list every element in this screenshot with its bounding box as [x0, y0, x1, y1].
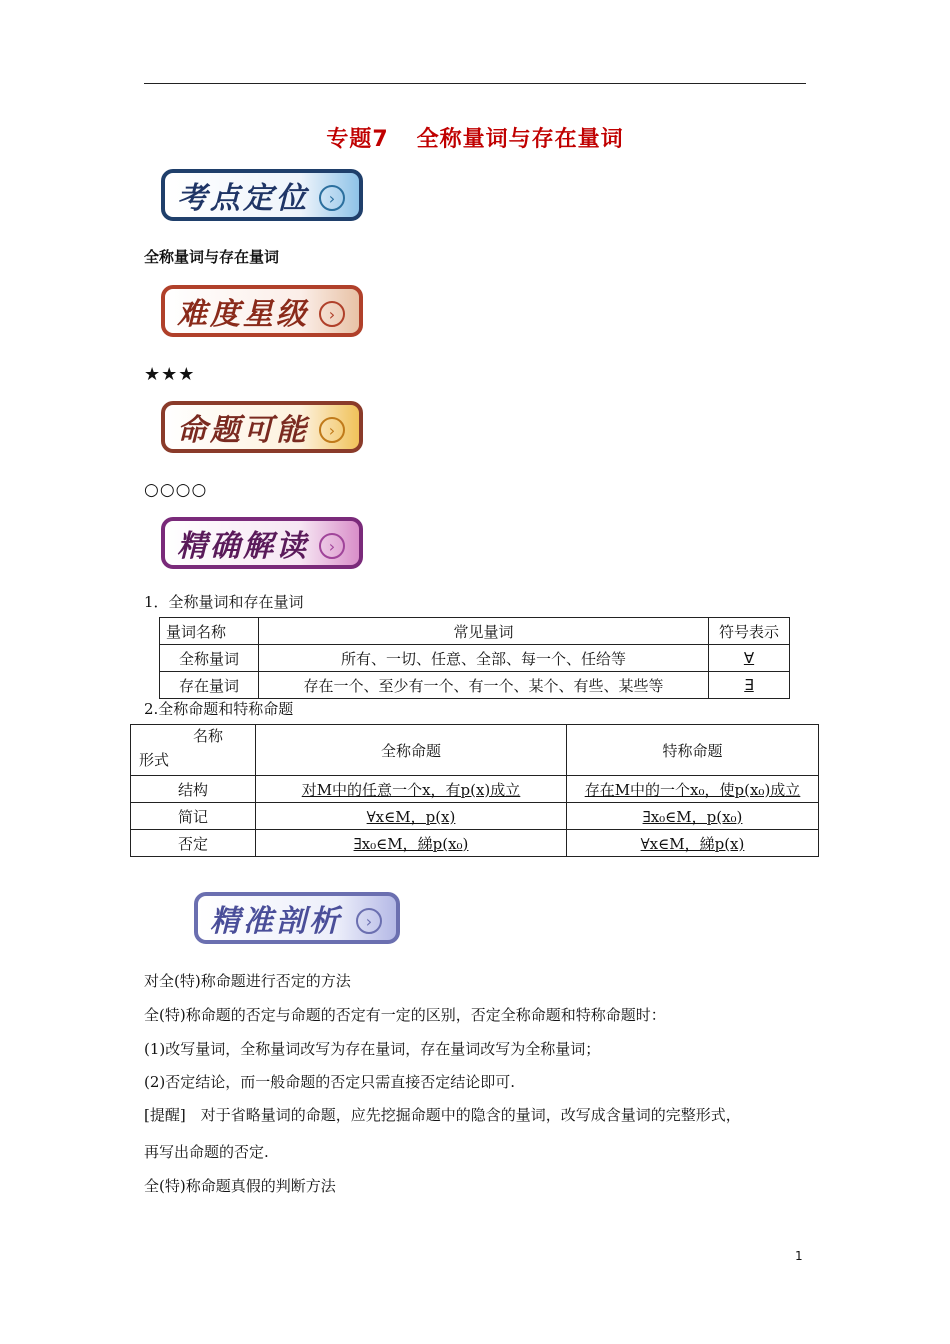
table-cell: 对M中的任意一个x，有p(x)成立	[256, 776, 567, 803]
jingzhun-badge	[194, 892, 400, 944]
nandu-label: 难度星级	[177, 297, 309, 332]
row-label: 结构	[131, 776, 256, 803]
arrow-icon: ›	[319, 301, 345, 327]
body-paragraph: 再写出命题的否定.	[144, 1143, 269, 1161]
table-cell: 全称量词	[160, 645, 259, 672]
arrow-icon: ›	[356, 908, 382, 934]
table-header-row	[160, 618, 790, 645]
table-cell: ∀x∈M，綈p(x)	[567, 830, 819, 857]
table-header: 特称命题	[567, 725, 819, 776]
kaodian-text: 全称量词与存在量词	[144, 248, 280, 266]
jingzhun-label: 精准剖析	[210, 904, 342, 939]
difficulty-stars: ★★★	[144, 364, 196, 385]
corner-top: 名称	[193, 727, 224, 745]
body-paragraph: 对全(特)称命题进行否定的方法	[144, 972, 351, 990]
row-label: 简记	[131, 803, 256, 830]
body-paragraph: 全(特)称命题真假的判断方法	[144, 1177, 336, 1195]
exists-symbol: ∃	[709, 672, 790, 699]
body-paragraph: (1)改写量词，全称量词改写为存在量词，存在量词改写为全称量词；	[144, 1040, 601, 1058]
kaodian-badge	[161, 169, 363, 221]
table-header: 符号表示	[709, 618, 790, 645]
arrow-icon: ›	[319, 533, 345, 559]
section2-title: 2.全称命题和特称命题	[144, 700, 294, 718]
remark-paragraph: [提醒] 对于省略量词的命题，应先挖掘命题中的隐含的量词，改写成含量词的完整形式，	[144, 1106, 741, 1124]
table-header: 量词名称	[160, 618, 259, 645]
body-paragraph: 全(特)称命题的否定与命题的否定有一定的区别，否定全称命题和特称命题时：	[144, 1006, 666, 1024]
corner-bottom: 形式	[139, 751, 170, 769]
page-number: 1	[795, 1249, 803, 1263]
table-row	[160, 645, 790, 672]
page-title	[0, 122, 950, 153]
table-header-row	[131, 725, 819, 776]
mingti-label: 命题可能	[177, 413, 309, 448]
likelihood-circles: ○○○○	[144, 480, 208, 500]
table-header: 全称命题	[256, 725, 567, 776]
forall-symbol: ∀	[709, 645, 790, 672]
table-cell: 存在量词	[160, 672, 259, 699]
corner-cell	[131, 725, 256, 776]
table-row	[131, 803, 819, 830]
title-left: 专题7	[326, 127, 389, 152]
section1-title: 1．全称量词和存在量词	[144, 593, 304, 611]
table-row	[131, 776, 819, 803]
table-cell: 所有、一切、任意、全部、每一个、任给等	[259, 645, 709, 672]
title-right: 全称量词与存在量词	[416, 127, 624, 152]
arrow-icon: ›	[319, 417, 345, 443]
table-cell: ∀x∈M，p(x)	[256, 803, 567, 830]
table-cell: 存在一个、至少有一个、有一个、某个、有些、某些等	[259, 672, 709, 699]
row-label: 否定	[131, 830, 256, 857]
table-cell: 存在M中的一个x₀，使p(x₀)成立	[567, 776, 819, 803]
table-header: 常见量词	[259, 618, 709, 645]
nandu-badge	[161, 285, 363, 337]
mingti-badge	[161, 401, 363, 453]
body-paragraph: (2)否定结论，而一般命题的否定只需直接否定结论即可.	[144, 1073, 516, 1091]
table-row	[131, 830, 819, 857]
table-row	[160, 672, 790, 699]
arrow-icon: ›	[319, 185, 345, 211]
table-cell: ∃x₀∈M，綈p(x₀)	[256, 830, 567, 857]
jingque-label: 精确解读	[177, 529, 309, 564]
header-rule	[144, 83, 806, 84]
kaodian-label: 考点定位	[177, 181, 309, 216]
quantifier-table	[159, 617, 790, 699]
proposition-table	[130, 724, 819, 857]
jingque-badge	[161, 517, 363, 569]
table-cell: ∃x₀∈M，p(x₀)	[567, 803, 819, 830]
